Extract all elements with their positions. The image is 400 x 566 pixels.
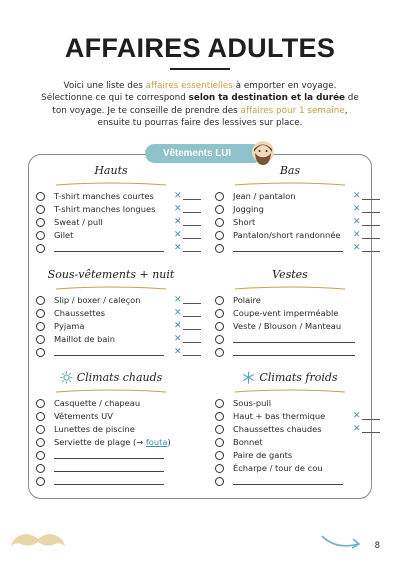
write-in-line[interactable] xyxy=(233,251,343,252)
quantity-line[interactable] xyxy=(362,225,380,226)
radio-circle[interactable] xyxy=(36,464,45,473)
radio-circle[interactable] xyxy=(215,335,224,344)
radio-circle[interactable] xyxy=(36,231,45,240)
item-label: Vêtements UV xyxy=(54,411,113,421)
radio-circle[interactable] xyxy=(36,348,45,357)
cross-icon: ✕ xyxy=(353,204,361,214)
quantity-line[interactable] xyxy=(183,329,201,330)
section-divider xyxy=(215,387,365,395)
quantity-line[interactable] xyxy=(183,225,201,226)
checklist-item[interactable] xyxy=(215,216,365,229)
quantity-line[interactable] xyxy=(362,432,380,433)
checklist-item[interactable] xyxy=(215,423,365,436)
checklist-item[interactable] xyxy=(215,410,365,423)
cross-icon: ✕ xyxy=(174,230,182,240)
cross-icon: ✕ xyxy=(353,424,361,434)
cross-icon: ✕ xyxy=(353,230,361,240)
checklist-item-blank[interactable] xyxy=(215,346,365,359)
checklist-item-blank[interactable] xyxy=(36,449,186,462)
checklist-item[interactable] xyxy=(215,229,365,242)
checklist-item[interactable] xyxy=(215,462,365,475)
quantity-line[interactable] xyxy=(183,303,201,304)
intro-paragraph xyxy=(38,80,362,130)
item-label: Sweat / pull xyxy=(54,217,103,227)
item-label-suffix: ) xyxy=(167,437,171,447)
radio-circle[interactable] xyxy=(215,218,224,227)
item-label: Slip / boxer / caleçon xyxy=(54,295,141,305)
radio-circle[interactable] xyxy=(36,451,45,460)
item-label: Pyjama xyxy=(54,321,85,331)
snowflake-icon xyxy=(242,371,255,384)
item-label: Bonnet xyxy=(233,437,263,447)
radio-circle[interactable] xyxy=(215,231,224,240)
quantity-line[interactable] xyxy=(362,419,380,420)
radio-circle[interactable] xyxy=(215,425,224,434)
radio-circle[interactable] xyxy=(215,451,224,460)
checklist-item[interactable] xyxy=(36,436,186,449)
checklist-item[interactable] xyxy=(36,203,186,216)
radio-circle[interactable] xyxy=(36,412,45,421)
page-title: AFFAIRES ADULTES xyxy=(64,33,336,63)
cross-icon: ✕ xyxy=(174,204,182,214)
section-title-hauts: Hauts xyxy=(94,164,128,177)
radio-circle[interactable] xyxy=(36,296,45,305)
radio-circle[interactable] xyxy=(215,244,224,253)
radio-circle[interactable] xyxy=(215,192,224,201)
checklist-item[interactable] xyxy=(215,436,365,449)
checklist-item-blank[interactable] xyxy=(36,475,186,488)
item-label: Gilet xyxy=(54,230,74,240)
cross-icon: ✕ xyxy=(353,191,361,201)
item-label: T-shirt manches courtes xyxy=(54,191,154,201)
write-in-line[interactable] xyxy=(233,342,355,343)
item-label: Maillot de bain xyxy=(54,334,116,344)
radio-circle[interactable] xyxy=(215,477,224,486)
radio-circle[interactable] xyxy=(215,296,224,305)
cross-icon: ✕ xyxy=(353,243,361,253)
quantity-line[interactable] xyxy=(362,251,380,252)
radio-circle[interactable] xyxy=(36,192,45,201)
intro-text-5: , ensuite tu pourras faire des lessives sur place. xyxy=(97,105,348,129)
checklist-item[interactable] xyxy=(215,320,365,333)
quantity-line[interactable] xyxy=(362,212,380,213)
radio-circle[interactable] xyxy=(36,309,45,318)
section-divider xyxy=(215,180,365,188)
cross-icon: ✕ xyxy=(353,411,361,421)
write-in-line[interactable] xyxy=(233,484,343,485)
radio-circle[interactable] xyxy=(215,309,224,318)
item-label: Haut + bas thermique xyxy=(233,411,326,421)
item-label: Pantalon/short randonnée xyxy=(233,230,341,240)
item-label: Chaussettes chaudes xyxy=(233,424,322,434)
checklist-item-blank[interactable] xyxy=(36,346,186,359)
item-label: Sous-pull xyxy=(233,398,272,408)
page-number: 8 xyxy=(374,541,380,551)
item-label: Veste / Blouson / Manteau xyxy=(233,321,342,331)
write-in-line[interactable] xyxy=(54,355,164,356)
radio-circle[interactable] xyxy=(215,348,224,357)
arrow-right-icon xyxy=(320,528,364,554)
radio-circle[interactable] xyxy=(36,244,45,253)
card-label: Vêtements LUI xyxy=(162,148,232,159)
cross-icon: ✕ xyxy=(174,308,182,318)
checklist-item[interactable] xyxy=(36,320,186,333)
quantity-line[interactable] xyxy=(183,316,201,317)
item-label: Casquette / chapeau xyxy=(54,398,141,408)
write-in-line[interactable] xyxy=(54,458,164,459)
checklist-item[interactable] xyxy=(36,294,186,307)
bearded-man-avatar-icon xyxy=(251,140,275,166)
item-label: T-shirt manches longues xyxy=(54,204,156,214)
intro-highlight-essentials: affaires essentielles xyxy=(145,81,233,91)
write-in-line[interactable] xyxy=(233,355,355,356)
item-label: Écharpe / tour de cou xyxy=(233,463,323,473)
checklist-item[interactable] xyxy=(215,203,365,216)
radio-circle[interactable] xyxy=(215,412,224,421)
quantity-line[interactable] xyxy=(183,251,201,252)
cross-icon: ✕ xyxy=(174,334,182,344)
checklist-item[interactable] xyxy=(36,410,186,423)
section-title-text: Climats froids xyxy=(259,371,338,384)
radio-circle[interactable] xyxy=(215,464,224,473)
checklist-item[interactable] xyxy=(36,190,186,203)
item-label: Coupe-vent imperméable xyxy=(233,308,339,318)
item-label: Lunettes de piscine xyxy=(54,424,135,434)
item-label: Polaire xyxy=(233,295,261,305)
item-label: Jean / pantalon xyxy=(233,191,296,201)
checklist-item-blank[interactable] xyxy=(36,462,186,475)
checklist-item[interactable] xyxy=(215,449,365,462)
radio-circle[interactable] xyxy=(36,335,45,344)
item-label: Chaussettes xyxy=(54,308,106,318)
section-title-bas: Bas xyxy=(279,164,301,177)
cross-icon: ✕ xyxy=(174,217,182,227)
sun-icon xyxy=(60,371,73,384)
checklist-item[interactable] xyxy=(36,216,186,229)
item-label-text: Serviette de plage (→ xyxy=(54,437,146,447)
checklist-item[interactable] xyxy=(215,397,365,410)
radio-circle[interactable] xyxy=(36,425,45,434)
intro-text-2: à emporter en voyage. xyxy=(232,81,337,91)
item-label: Short xyxy=(233,217,256,227)
cross-icon: ✕ xyxy=(174,321,182,331)
cross-icon: ✕ xyxy=(174,295,182,305)
quantity-line[interactable] xyxy=(362,199,380,200)
checklist-item[interactable] xyxy=(215,307,365,320)
item-label: Jogging xyxy=(233,204,264,214)
mustache-icon xyxy=(8,530,68,554)
write-in-line[interactable] xyxy=(54,251,164,252)
quantity-line[interactable] xyxy=(183,199,201,200)
fouta-link[interactable]: fouta xyxy=(145,437,168,447)
cross-icon: ✕ xyxy=(353,217,361,227)
radio-circle[interactable] xyxy=(215,399,224,408)
checklist-item[interactable] xyxy=(36,229,186,242)
quantity-line[interactable] xyxy=(362,238,380,239)
radio-circle[interactable] xyxy=(36,322,45,331)
item-label: Paire de gants xyxy=(233,450,293,460)
intro-text-3: Sélectionne ce qui te correspond xyxy=(41,93,189,104)
section-title-sous-vetements: Sous-vêtements + nuit xyxy=(47,268,175,281)
checklist-item-blank[interactable] xyxy=(36,242,186,255)
checklist-item[interactable] xyxy=(215,190,365,203)
radio-circle[interactable] xyxy=(215,438,224,447)
quantity-line[interactable] xyxy=(183,212,201,213)
radio-circle[interactable] xyxy=(36,218,45,227)
intro-text-4: de ton voyage. Je te conseille de prendre des xyxy=(52,93,359,116)
checklist-item-blank[interactable] xyxy=(215,333,365,346)
checklist-item[interactable] xyxy=(36,307,186,320)
section-divider xyxy=(36,387,186,395)
section-divider xyxy=(215,284,365,292)
radio-circle[interactable] xyxy=(36,477,45,486)
quantity-line[interactable] xyxy=(183,342,201,343)
write-in-line[interactable] xyxy=(54,471,164,472)
checklist-item[interactable] xyxy=(36,397,186,410)
quantity-line[interactable] xyxy=(183,238,201,239)
section-divider xyxy=(36,180,186,188)
item-label xyxy=(54,436,171,448)
card-label-pill xyxy=(145,144,263,163)
radio-circle[interactable] xyxy=(215,205,224,214)
intro-bold-destination: selon ta destination et la durée xyxy=(188,93,346,104)
checklist-item-blank[interactable] xyxy=(215,475,365,488)
radio-circle[interactable] xyxy=(36,205,45,214)
section-title-text: Climats chauds xyxy=(76,371,163,384)
checklist-item[interactable] xyxy=(36,423,186,436)
checklist-item[interactable] xyxy=(36,333,186,346)
radio-circle[interactable] xyxy=(36,438,45,447)
title-underline xyxy=(170,68,230,70)
quantity-line[interactable] xyxy=(183,355,201,356)
write-in-line[interactable] xyxy=(54,484,164,485)
cross-icon: ✕ xyxy=(174,243,182,253)
checklist-item-blank[interactable] xyxy=(215,242,365,255)
section-divider xyxy=(36,284,186,292)
radio-circle[interactable] xyxy=(215,322,224,331)
checklist-item[interactable] xyxy=(215,294,365,307)
intro-highlight-week: affaires pour 1 semaine xyxy=(240,105,345,116)
cross-icon: ✕ xyxy=(174,191,182,201)
section-title-vestes: Vestes xyxy=(272,268,308,281)
cross-icon: ✕ xyxy=(174,347,182,357)
intro-text-1: Voici une liste des xyxy=(63,81,146,91)
radio-circle[interactable] xyxy=(36,399,45,408)
